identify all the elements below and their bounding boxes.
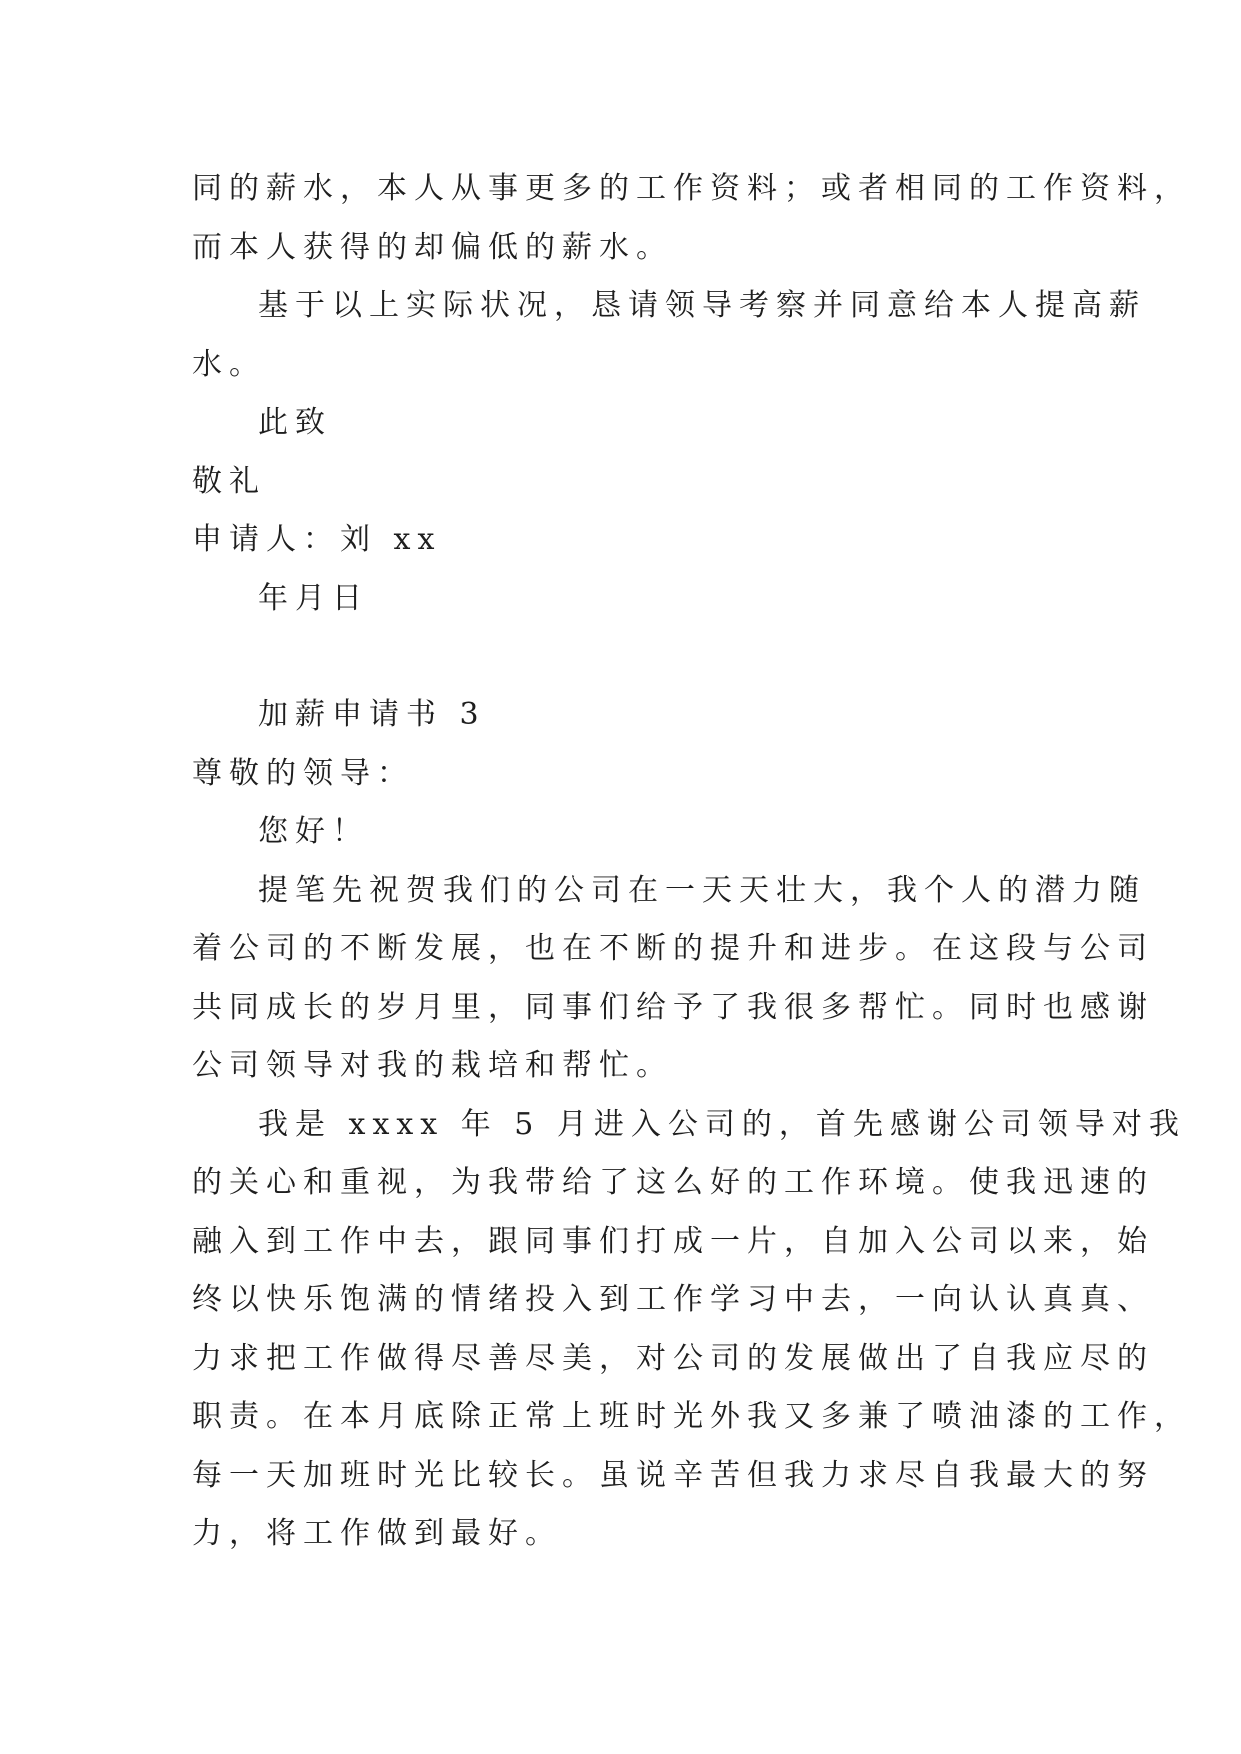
paragraph-line: 同的薪水，本人从事更多的工作资料；或者相同的工作资料， [192,171,1191,206]
paragraph-line: 终以快乐饱满的情绪投入到工作学习中去，一向认认真真、 [192,1282,1154,1317]
section-spacer [192,628,1052,686]
date-line: 年月日 [258,580,369,616]
paragraph-line: 力求把工作做得尽善尽美，对公司的发展做出了自我应尽的 [192,1340,1154,1376]
paragraph-line: 职责。在本月底除正常上班时光外我又多兼了喷油漆的工作， [192,1399,1191,1434]
paragraph-line: 的关心和重视，为我带给了这么好的工作环境。使我迅速的 [192,1165,1154,1200]
document-body [192,160,1191,1564]
paragraph-line: 我是 xxxx 年 5 月进入公司的，首先感谢公司领导对我 [258,1106,1186,1142]
greeting: 尊敬的领导： [192,755,414,791]
paragraph-line: 每一天加班时光比较长。虽说辛苦但我力求尽自我最大的努 [192,1457,1154,1493]
salutation: 敬礼 [192,463,266,499]
paragraph-line: 基于以上实际状况，恳请领导考察并同意给本人提高薪 [258,288,1146,323]
closing-phrase: 此致 [258,405,332,440]
paragraph-line: 而本人获得的却偏低的薪水。 [192,229,673,265]
paragraph-line: 提笔先祝贺我们的公司在一天天壮大，我个人的潜力随 [258,872,1146,908]
paragraph-line: 公司领导对我的栽培和帮忙。 [192,1048,673,1083]
applicant-signature: 申请人：刘 xx [192,522,442,557]
paragraph-line: 力，将工作做到最好。 [192,1516,562,1551]
paragraph-line: 共同成长的岁月里，同事们给予了我很多帮忙。同时也感谢 [192,989,1154,1025]
paragraph-line: 水。 [192,346,266,382]
paragraph-line: 融入到工作中去，跟同事们打成一片，自加入公司以来，始 [192,1223,1154,1259]
paragraph-line: 着公司的不断发展，也在不断的提升和进步。在这段与公司 [192,931,1154,966]
hello-line: 您好！ [258,814,369,849]
section-title: 加薪申请书 3 [258,697,486,732]
